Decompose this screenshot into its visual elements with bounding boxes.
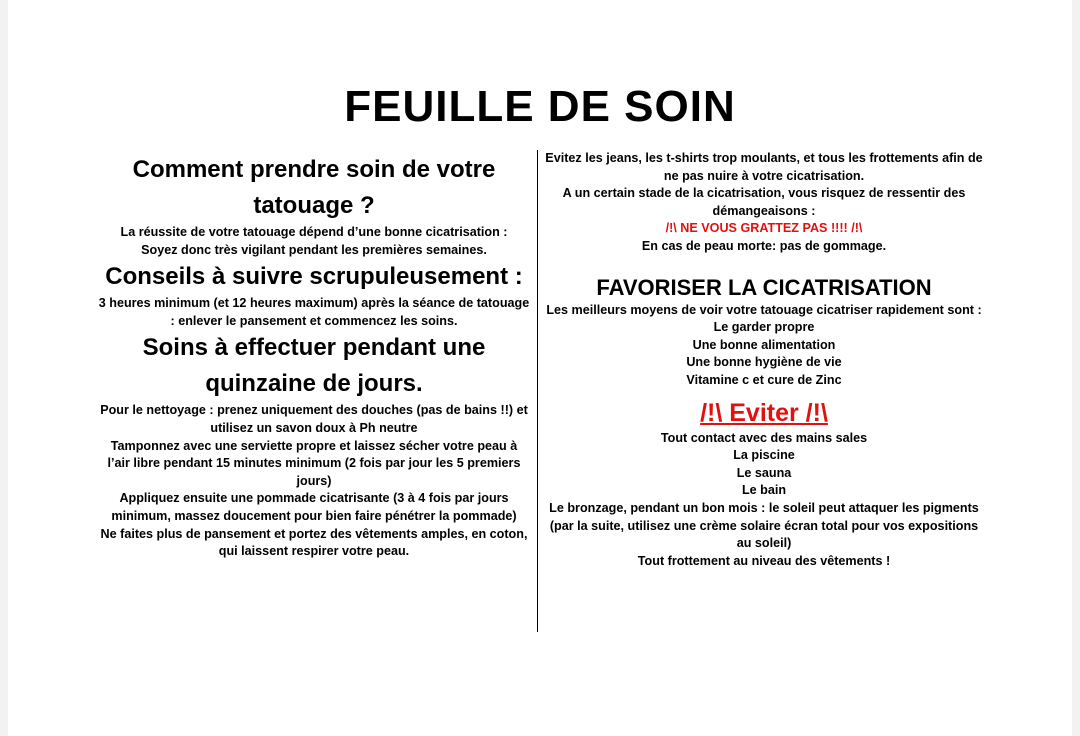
care-step: Pour le nettoyage : prenez uniquement des douches (pas de bains !!) et utilisez un savon doux à Ph neutre xyxy=(100,403,528,435)
care-sheet-page xyxy=(8,0,1072,736)
means-item: Le garder propre xyxy=(713,320,815,335)
avoid-item: Le sauna xyxy=(736,465,792,480)
heading-healing: FAVORISER LA CICATRISATION xyxy=(596,274,932,300)
best-means-intro: Les meilleurs moyens de voir votre tatouage cicatriser rapidement sont : xyxy=(546,302,982,317)
avoid-item: Le bronzage, pendant un bon mois : le soleil peut attaquer les pigments (par la suite, utilisez une crème solaire écran total pour vos expositions au soleil) xyxy=(549,500,979,551)
advice-text: 3 heures minimum (et 12 heures maximum) après la séance de tatouage : enlever le pansement et commencez les soins. xyxy=(98,296,530,328)
avoid-item: La piscine xyxy=(733,448,795,463)
heading-advice: Conseils à suivre scrupuleusement : xyxy=(105,263,523,291)
care-step: Ne faites plus de pansement et portez des vêtements amples, en coton, qui laissent respirer votre peau. xyxy=(100,526,528,559)
itching-advice: A un certain stade de la cicatrisation, vous risquez de ressentir des démangeaisons : xyxy=(562,186,966,218)
avoid-heading: /!\ Eviter /!\ xyxy=(700,398,828,427)
right-column xyxy=(543,150,985,570)
avoid-item: Tout contact avec des mains sales xyxy=(660,430,868,445)
care-step: Tamponnez avec une serviette propre et laissez sécher votre peau à l’air libre pendant 15 minutes minimum (2 fois par jour les 5 premiers jours) xyxy=(107,438,521,488)
column-divider xyxy=(537,150,538,632)
clothing-advice: Evitez les jeans, les t-shirts trop moulants, et tous les frottements afin de ne pas nuire à votre cicatrisation. xyxy=(545,151,983,183)
intro-line: La réussite de votre tatouage dépend d’une bonne cicatrisation : xyxy=(120,225,508,239)
means-item: Une bonne alimentation xyxy=(692,337,836,352)
care-step: Appliquez ensuite une pommade cicatrisante (3 à 4 fois par jours minimum, massez doucement pour bien faire pénétrer la pommade) xyxy=(111,491,517,523)
intro-line: Soyez donc très vigilant pendant les premières semaines. xyxy=(141,242,487,257)
dead-skin-advice: En cas de peau morte: pas de gommage. xyxy=(641,238,887,253)
page-title: FEUILLE DE SOIN xyxy=(344,82,736,131)
heading-care-how: Comment prendre soin de votre tatouage ? xyxy=(132,156,496,219)
avoid-item: Le bain xyxy=(741,483,787,498)
left-column xyxy=(98,152,530,561)
scratch-warning: /!\ NE VOUS GRATTEZ PAS !!!! /!\ xyxy=(665,221,863,236)
heading-care-steps: Soins à effectuer pendant une quinzaine de jours. xyxy=(142,334,486,398)
avoid-item: Tout frottement au niveau des vêtements ! xyxy=(637,553,891,568)
means-item: Une bonne hygiène de vie xyxy=(686,355,842,370)
means-item: Vitamine c et cure de Zinc xyxy=(686,372,842,387)
